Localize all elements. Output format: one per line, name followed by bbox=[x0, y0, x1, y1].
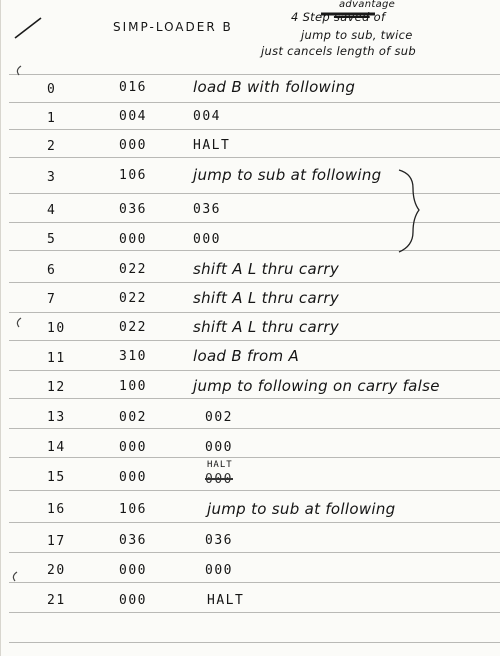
row-octal-code: 016 bbox=[119, 80, 147, 95]
row-octal-code: 000 bbox=[119, 593, 147, 608]
row-octal-code: 004 bbox=[119, 109, 147, 124]
row-address: 16 bbox=[47, 502, 66, 517]
row-octal-code: 100 bbox=[119, 379, 147, 394]
row-address: 5 bbox=[47, 232, 57, 247]
row-description: 000 bbox=[193, 232, 221, 247]
row-address: 3 bbox=[47, 170, 57, 185]
row-octal-code: 000 bbox=[119, 232, 147, 247]
row-octal-code: 022 bbox=[119, 291, 147, 306]
row-description: shift A L thru carry bbox=[193, 318, 340, 336]
row-octal-code: 000 bbox=[119, 440, 147, 455]
row-address: 14 bbox=[47, 440, 66, 455]
row-description: 036 bbox=[205, 533, 233, 548]
row-description: jump to sub at following bbox=[207, 500, 396, 518]
row-description: HALT bbox=[207, 460, 233, 470]
margin-tick-mark bbox=[13, 572, 17, 581]
row-address: 11 bbox=[47, 351, 66, 366]
row-address: 6 bbox=[47, 263, 57, 278]
row-octal-code: 310 bbox=[119, 349, 147, 364]
row-address: 2 bbox=[47, 139, 57, 154]
row-address: 0 bbox=[47, 82, 57, 97]
row-octal-code: 036 bbox=[119, 533, 147, 548]
row-description: HALT bbox=[193, 138, 231, 153]
row-octal-code: 000 bbox=[119, 470, 147, 485]
note-prefix: 4 Step bbox=[291, 10, 330, 24]
row-description: 036 bbox=[193, 202, 221, 217]
row-address: 17 bbox=[47, 534, 66, 549]
row-octal-code: 022 bbox=[119, 262, 147, 277]
row-octal-code: 000 bbox=[119, 563, 147, 578]
row-octal-code: 022 bbox=[119, 320, 147, 335]
row-octal-code: 106 bbox=[119, 502, 147, 517]
row-address: 13 bbox=[47, 410, 66, 425]
row-description: load B from A bbox=[193, 347, 300, 365]
row-description: shift A L thru carry bbox=[193, 260, 340, 278]
note-line-3: just cancels length of sub bbox=[261, 44, 416, 58]
row-octal-code: 106 bbox=[119, 168, 147, 183]
row-description: 000 bbox=[205, 440, 233, 455]
row-address: 1 bbox=[47, 111, 57, 126]
row-description: shift A L thru carry bbox=[193, 289, 340, 307]
note-line-2: jump to sub, twice bbox=[301, 28, 413, 42]
row-description: jump to sub at following bbox=[193, 166, 382, 184]
note-line-1 bbox=[291, 10, 385, 24]
note-struck-word: saved bbox=[333, 10, 370, 24]
corner-slash-mark bbox=[15, 18, 41, 38]
row-description: 000 bbox=[205, 563, 233, 578]
row-description: HALT bbox=[207, 593, 245, 608]
row-address: 15 bbox=[47, 470, 66, 485]
row-address: 21 bbox=[47, 593, 66, 608]
row-octal-code: 000 bbox=[119, 138, 147, 153]
row-address: 4 bbox=[47, 203, 57, 218]
note-suffix: of bbox=[373, 10, 386, 24]
row-octal-code: 036 bbox=[119, 202, 147, 217]
row-description: 004 bbox=[193, 109, 221, 124]
row-address: 12 bbox=[47, 380, 66, 395]
row-octal-code: 002 bbox=[119, 410, 147, 425]
row-address: 10 bbox=[47, 321, 66, 336]
margin-tick-mark bbox=[17, 66, 21, 75]
row-address: 7 bbox=[47, 292, 57, 307]
row-address: 20 bbox=[47, 563, 66, 578]
row-description: jump to following on carry false bbox=[193, 377, 440, 395]
brace-mark bbox=[399, 170, 419, 252]
row-description: 002 bbox=[205, 410, 233, 425]
struck-value: 000 bbox=[205, 472, 233, 487]
row-description: load B with following bbox=[193, 78, 356, 96]
page-title: SIMP-LOADER B bbox=[113, 20, 233, 34]
note-insert: advantage bbox=[339, 0, 396, 10]
margin-tick-mark bbox=[17, 318, 21, 327]
